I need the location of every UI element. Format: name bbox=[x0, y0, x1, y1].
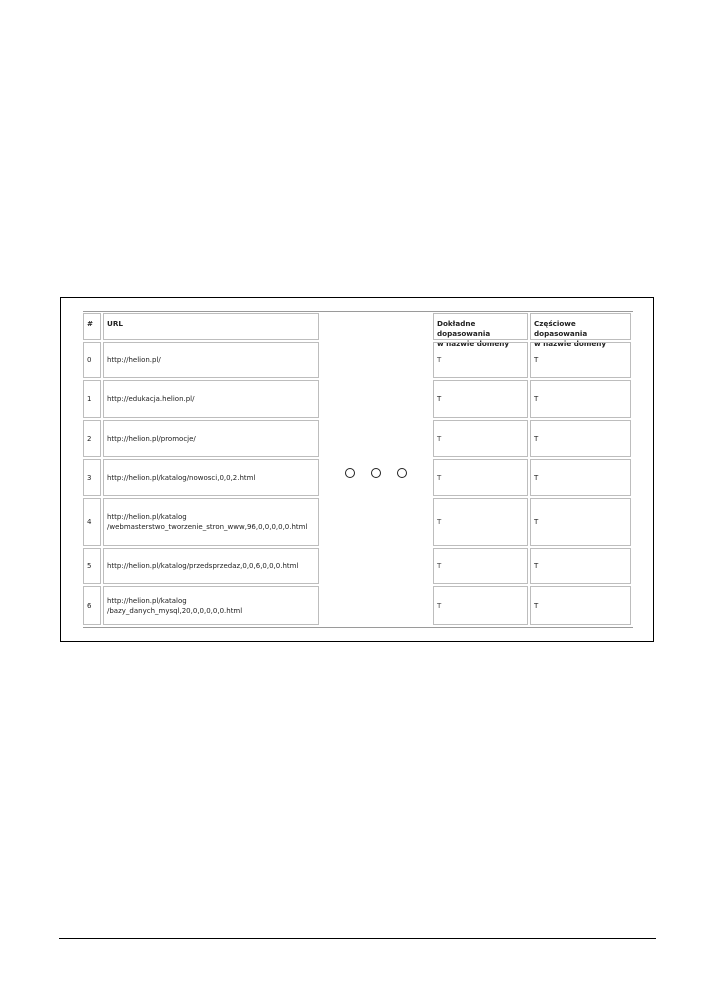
row-url: http://edukacja.helion.pl/ bbox=[103, 380, 319, 418]
row-num: 0 bbox=[83, 342, 101, 378]
row-url: http://helion.pl/katalog /bazy_danych_mysql,20,0,0,0,0,0.html bbox=[103, 586, 319, 625]
figure-frame bbox=[60, 297, 654, 642]
row-url: http://helion.pl/ bbox=[103, 342, 319, 378]
row-num: 1 bbox=[83, 380, 101, 418]
row-exact: T bbox=[433, 498, 528, 546]
row-exact: T bbox=[433, 459, 528, 496]
header-num: # bbox=[83, 313, 101, 340]
row-num: 5 bbox=[83, 548, 101, 584]
row-exact: T bbox=[433, 548, 528, 584]
row-url: http://helion.pl/katalog/nowosci,0,0,2.html bbox=[103, 459, 319, 496]
row-url: http://helion.pl/katalog/przedsprzedaz,0,0,6,0,0,0.html bbox=[103, 548, 319, 584]
row-exact: T bbox=[433, 342, 528, 378]
row-partial: T bbox=[530, 586, 631, 625]
row-url: http://helion.pl/promocje/ bbox=[103, 420, 319, 457]
ellipsis-dots bbox=[345, 466, 407, 480]
row-exact: T bbox=[433, 586, 528, 625]
row-num: 6 bbox=[83, 586, 101, 625]
row-exact: T bbox=[433, 420, 528, 457]
row-num: 2 bbox=[83, 420, 101, 457]
circle-icon bbox=[345, 468, 355, 478]
top-rule bbox=[83, 311, 633, 312]
row-partial: T bbox=[530, 498, 631, 546]
header-partial-match: Częściowe dopasowania w nazwie domeny bbox=[530, 313, 631, 340]
row-exact: T bbox=[433, 380, 528, 418]
row-partial: T bbox=[530, 342, 631, 378]
row-partial: T bbox=[530, 420, 631, 457]
circle-icon bbox=[397, 468, 407, 478]
bottom-rule bbox=[83, 627, 633, 628]
row-partial: T bbox=[530, 459, 631, 496]
footer-rule bbox=[59, 938, 656, 939]
row-num: 3 bbox=[83, 459, 101, 496]
row-partial: T bbox=[530, 380, 631, 418]
results-table bbox=[83, 311, 633, 629]
header-url: URL bbox=[103, 313, 319, 340]
row-partial: T bbox=[530, 548, 631, 584]
row-url: http://helion.pl/katalog /webmasterstwo_tworzenie_stron_www,96,0,0,0,0,0.html bbox=[103, 498, 319, 546]
row-num: 4 bbox=[83, 498, 101, 546]
header-exact-match: Dokładne dopasowania w nazwie domeny bbox=[433, 313, 528, 340]
circle-icon bbox=[371, 468, 381, 478]
